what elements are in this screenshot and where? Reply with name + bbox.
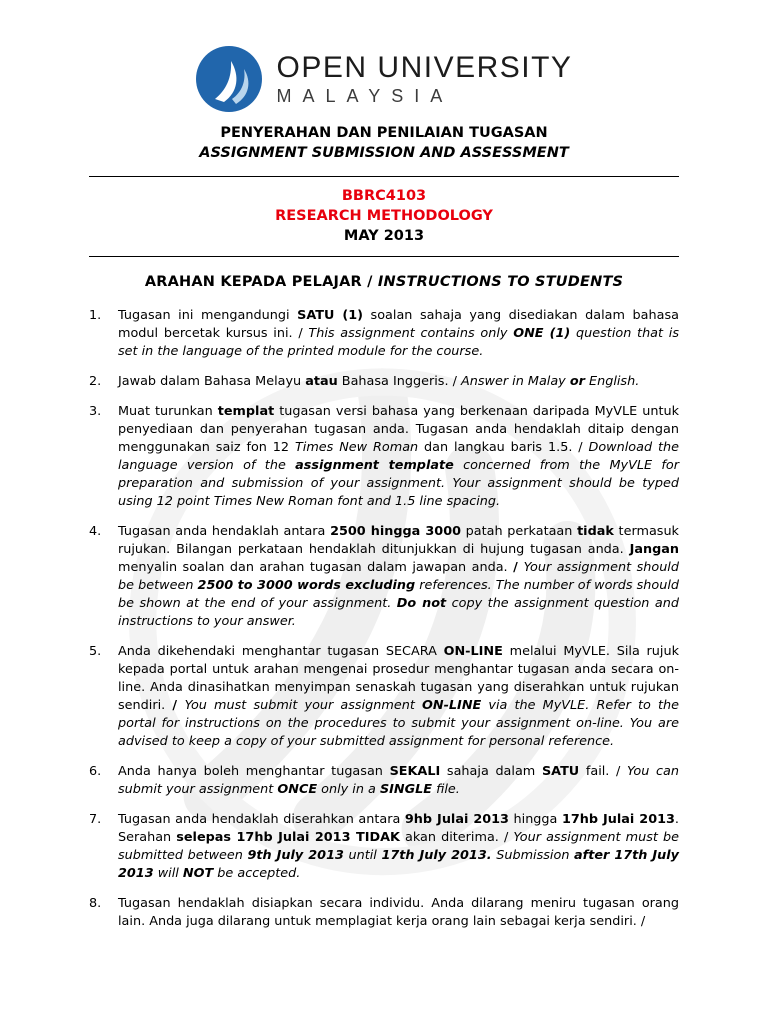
text-segment: /: [513, 560, 524, 575]
text-segment: You must submit your assignment: [184, 698, 422, 713]
text-segment: English.: [584, 374, 640, 389]
instruction-item: [89, 523, 679, 631]
text-segment: Jangan: [629, 542, 679, 557]
instruction-item: [89, 763, 679, 799]
text-segment: . Serahan: [118, 812, 679, 845]
instruction-text: [118, 307, 679, 361]
text-segment: until: [343, 848, 382, 863]
text-segment: ONCE: [277, 782, 318, 797]
instruction-number: 8.: [89, 896, 102, 911]
text-segment: Jawab dalam Bahasa Melayu: [118, 374, 306, 389]
text-segment: tidak: [577, 524, 614, 539]
course-code: BBRC4103: [341, 188, 427, 204]
text-segment: NOT: [182, 866, 214, 881]
text-segment: soalan sahaja yang disediakan dalam bahasa modul bercetak kursus ini. /: [118, 308, 679, 341]
course-semester: MAY 2013: [343, 228, 425, 244]
instruction-number: 1.: [89, 308, 102, 323]
text-segment: selepas 17hb Julai 2013 TIDAK: [176, 830, 400, 845]
text-segment: concerned from the MyVLE for preparation and submission of your assignment. Your assignment should be typed using 12 point Times New Roman font and 1.5 line spacing.: [118, 458, 679, 509]
instruction-number: 5.: [89, 644, 102, 659]
course-block: [89, 186, 679, 246]
divider-bottom: [89, 256, 679, 257]
document-title: [89, 124, 679, 163]
text-segment: 2500 to 3000 words excluding: [197, 578, 416, 593]
text-segment: patah perkataan: [461, 524, 578, 539]
section-heading-malay: ARAHAN KEPADA PELAJAR: [144, 274, 362, 290]
text-segment: SATU (1): [297, 308, 363, 323]
text-segment: sahaja dalam: [440, 764, 542, 779]
text-segment: fail. /: [579, 764, 627, 779]
instruction-text: [118, 523, 679, 631]
text-segment: 17hb Julai 2013: [561, 812, 675, 827]
text-segment: or: [569, 374, 585, 389]
instruction-number: 7.: [89, 812, 102, 827]
text-segment: assignment template: [295, 458, 454, 473]
text-segment: templat: [217, 404, 275, 419]
section-heading-separator: /: [361, 274, 378, 290]
text-segment: references. The number of words should be shown at the end of your assignment.: [118, 578, 680, 611]
text-segment: question that is set in the language of the printed module for the course.: [118, 326, 680, 359]
instruction-item: [89, 643, 679, 751]
instruction-number: 4.: [89, 524, 102, 539]
wordmark-line1: OPEN UNIVERSITY: [276, 50, 573, 84]
text-segment: Tugasan anda hendaklah antara: [118, 524, 331, 539]
instruction-item: [89, 895, 679, 931]
text-segment: file.: [432, 782, 460, 797]
instruction-text: [118, 373, 679, 391]
text-segment: 2500 hingga 3000: [330, 524, 461, 539]
text-segment: 9hb Julai 2013: [404, 812, 509, 827]
text-segment: SATU: [541, 764, 580, 779]
text-segment: Tugasan ini mengandungi: [118, 308, 298, 323]
text-segment: hingga: [508, 812, 562, 827]
text-segment: after 17th July 2013: [118, 848, 679, 881]
text-segment: Your assignment should be between: [118, 560, 679, 593]
instruction-item: [89, 307, 679, 361]
text-segment: melalui MyVLE. Sila rujuk kepada portal untuk arahan mengenai prosedur menghantar tugasan anda secara on-line. Anda dinasihatkan menyimpan senaskah tugasan yang diserahkan untuk rujukan sendiri.: [118, 644, 679, 713]
text-segment: You can submit your assignment: [118, 764, 679, 797]
text-segment: SEKALI: [389, 764, 441, 779]
text-segment: dan langkau baris 1.5. /: [418, 440, 589, 455]
text-segment: This assignment contains only: [308, 326, 514, 341]
text-segment: Muat turunkan: [118, 404, 218, 419]
text-segment: Times New Roman: [294, 440, 419, 455]
text-segment: Answer in Malay: [460, 374, 570, 389]
oum-wordmark: [277, 52, 573, 107]
text-segment: 17th July 2013.: [381, 848, 492, 863]
instruction-text: [118, 643, 679, 751]
divider-top: [89, 176, 679, 177]
instruction-number: 6.: [89, 764, 102, 779]
section-heading: [89, 274, 679, 290]
instruction-text: [118, 811, 679, 883]
text-segment: Anda dikehendaki menghantar tugasan SECARA: [118, 644, 444, 659]
course-name: RESEARCH METHODOLOGY: [275, 208, 493, 224]
oum-logo: [89, 46, 679, 112]
text-segment: Anda hanya boleh menghantar tugasan: [118, 764, 390, 779]
text-segment: ON-LINE: [422, 698, 482, 713]
text-segment: Tugasan hendaklah disiapkan secara individu. Anda dilarang meniru tugasan orang lain. Anda juga dilarang untuk memplagiat kerja orang lain sebagai kerja sendiri. /: [118, 896, 679, 929]
instruction-item: [89, 403, 679, 511]
instructions-list: [89, 307, 679, 931]
text-segment: SINGLE: [379, 782, 433, 797]
text-segment: atau: [305, 374, 338, 389]
instruction-text: [118, 763, 679, 799]
title-malay: PENYERAHAN DAN PENILAIAN TUGASAN: [220, 125, 548, 141]
oum-logo-circle-icon: [196, 46, 262, 112]
instruction-text: [118, 895, 679, 931]
instruction-number: 2.: [89, 374, 102, 389]
text-segment: Do not: [396, 596, 447, 611]
text-segment: Tugasan anda hendaklah diserahkan antara: [118, 812, 405, 827]
text-segment: 9th July 2013: [247, 848, 344, 863]
title-english: ASSIGNMENT SUBMISSION AND ASSESSMENT: [199, 144, 569, 161]
text-segment: menyalin soalan dan arahan tugasan dalam jawapan anda.: [118, 560, 514, 575]
instruction-item: [89, 373, 679, 391]
text-segment: via the MyVLE. Refer to the portal for instructions on the procedures to submit your assignment on-line. You are advised to keep a copy of your submitted assignment for personal reference.: [118, 698, 679, 749]
instruction-item: [89, 811, 679, 883]
text-segment: will: [153, 866, 183, 881]
text-segment: only in a: [317, 782, 380, 797]
instruction-number: 3.: [89, 404, 102, 419]
text-segment: ON-LINE: [443, 644, 503, 659]
wordmark-line2: MALAYSIA: [276, 85, 454, 106]
text-segment: termasuk rujukan. Bilangan perkataan hendaklah ditunjukkan di hujung tugasan anda.: [118, 524, 679, 557]
section-heading-english: INSTRUCTIONS TO STUDENTS: [377, 274, 624, 290]
text-segment: Your assignment must be submitted between: [118, 830, 679, 863]
text-segment: Bahasa Inggeris. /: [337, 374, 461, 389]
instruction-text: [118, 403, 679, 511]
text-segment: Download the language version of the: [118, 440, 679, 473]
text-segment: ONE (1): [513, 326, 571, 341]
text-segment: tugasan versi bahasa yang berkenaan daripada MyVLE untuk penyediaan dan penyerahan tugasan anda. Tugasan anda hendaklah ditaip dengan menggunakan saiz fon 12: [118, 404, 679, 455]
text-segment: be accepted.: [213, 866, 301, 881]
text-segment: copy the assignment question and instructions to your answer.: [118, 596, 679, 629]
text-segment: akan diterima. /: [399, 830, 514, 845]
text-segment: Submission: [491, 848, 575, 863]
text-segment: /: [172, 698, 185, 713]
